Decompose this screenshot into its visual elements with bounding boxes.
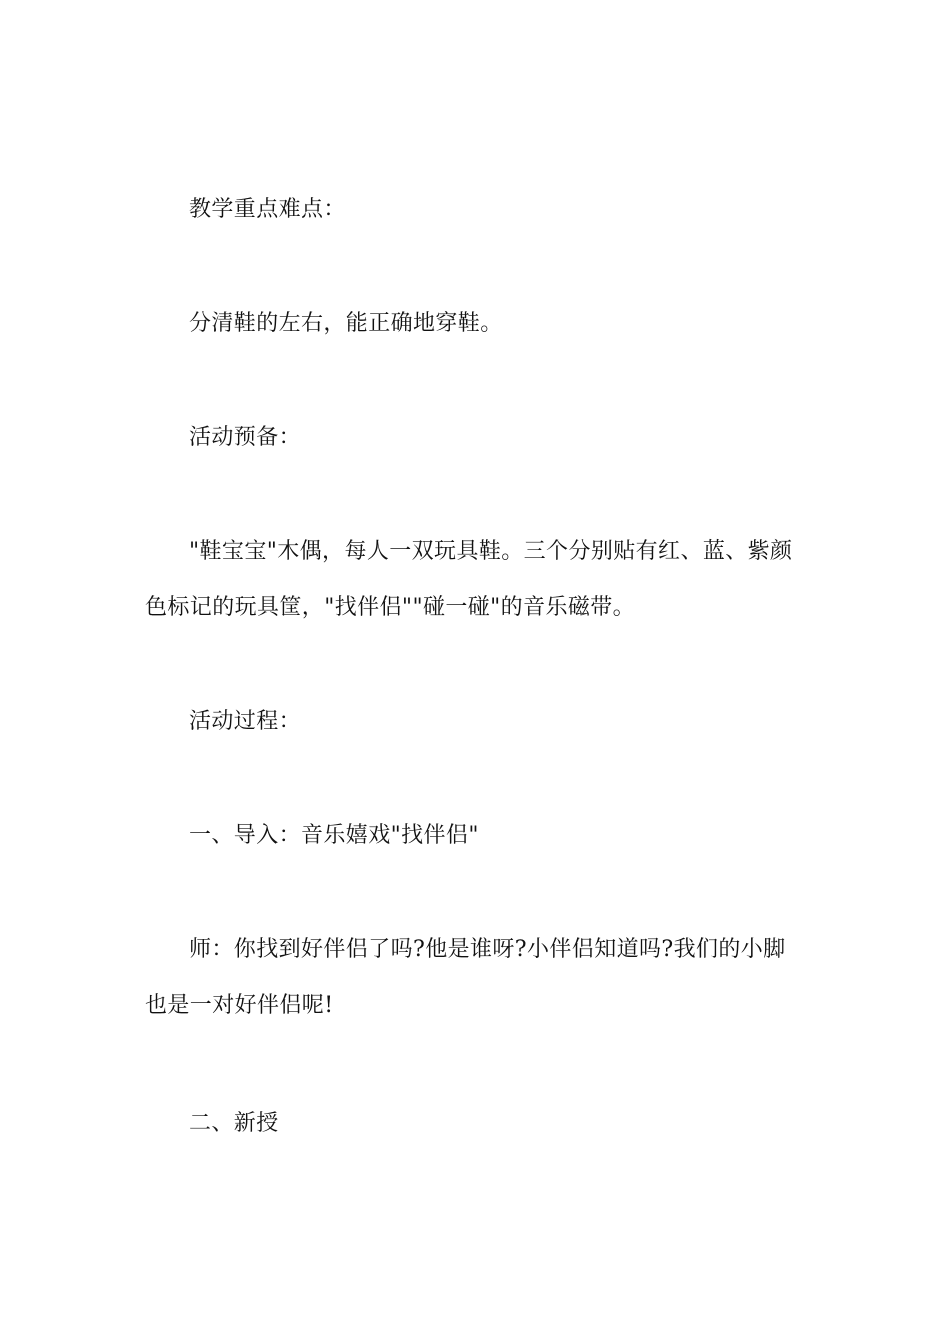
paragraph-teaching-focus-content: 分清鞋的左右，能正确地穿鞋。 — [189, 311, 503, 336]
section-one-introduction: 一、导入：音乐嬉戏"找伴侣" — [189, 823, 479, 848]
heading-activity-preparation: 活动预备： — [189, 425, 302, 450]
paragraph-activity-preparation-content: "鞋宝宝"木偶，每人一双玩具鞋。三个分别贴有红、蓝、紫颜色标记的玩具筐，"找伴侣""碰一碰"的音乐磁带。 — [145, 539, 793, 620]
heading-teaching-focus: 教学重点难点： — [189, 197, 346, 222]
paragraph-teacher-dialogue: 师：你找到好伴侣了吗?他是谁呀?小伴侣知道吗?我们的小脚也是一对好伴侣呢! — [145, 937, 786, 1018]
heading-activity-process: 活动过程： — [189, 709, 302, 734]
section-two-new-lesson: 二、新授 — [189, 1111, 279, 1136]
